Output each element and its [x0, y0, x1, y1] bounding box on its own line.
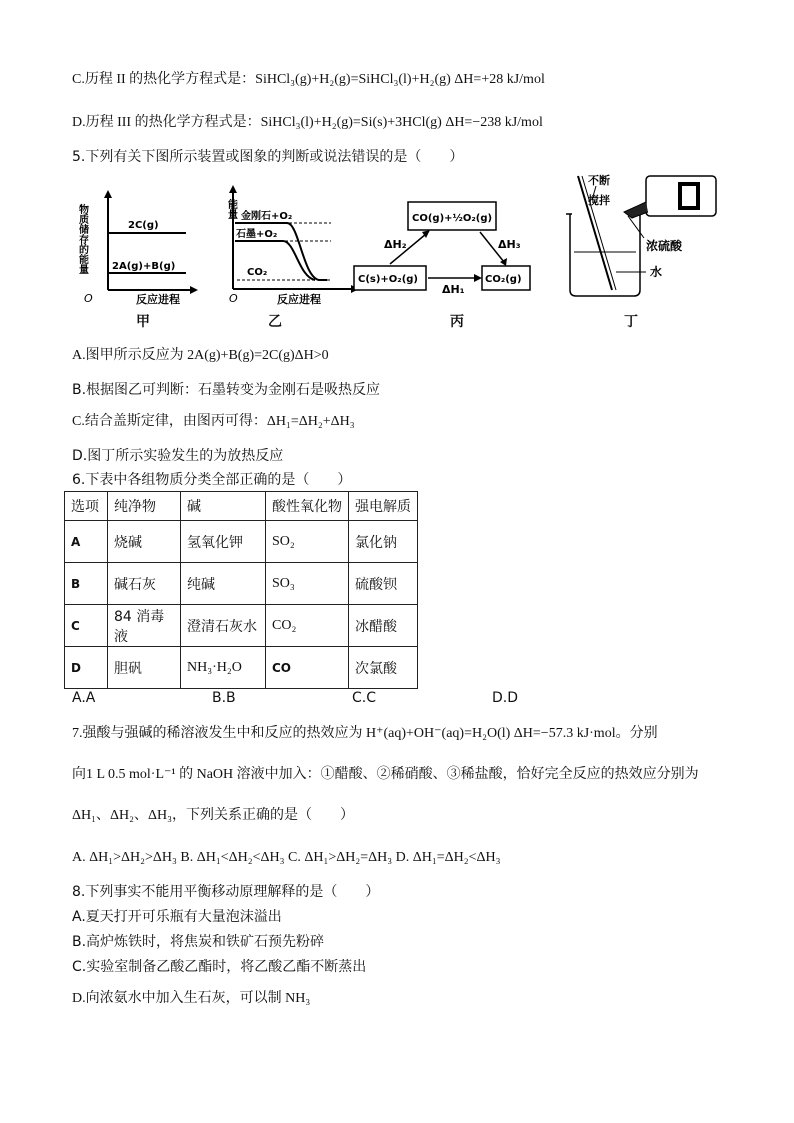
table-cell: CO₂	[266, 605, 349, 647]
table-cell: 胆矾	[108, 647, 181, 689]
jia-top-label: 2C(g)	[128, 220, 159, 231]
table-cell: 澄清石灰水	[181, 605, 266, 647]
question-8: 8.下列事实不能用平衡移动原理解释的是（ ）	[72, 884, 380, 900]
ding-water-label: 水	[650, 265, 663, 279]
yi-graphite-label: 石墨+O₂	[236, 229, 278, 240]
table-cell: A	[65, 521, 108, 563]
table-cell: 氯化钠	[349, 521, 418, 563]
figure-ding	[560, 172, 730, 302]
table-cell: 硫酸钡	[349, 563, 418, 605]
bing-h3: ΔH₃	[498, 238, 521, 251]
q5-option-d: D.图丁所示实验发生的为放热反应	[72, 448, 284, 464]
yi-xlabel: 反应进程	[277, 293, 321, 306]
figure-yi	[227, 185, 367, 335]
question-7-line-2: 向1 L 0.5 mol·L⁻¹ 的 NaOH 溶液中加入：①醋酸、②稀硝酸、③稀盐酸，恰好完全反应的热效应分别为	[72, 767, 699, 782]
jia-ylabel: 物质储存的能量	[76, 204, 88, 274]
question-7-options: A. ΔH₁>ΔH₂>ΔH₃ B. ΔH₁<ΔH₂<ΔH₃ C. ΔH₁>ΔH₂=ΔH₃ D. ΔH₁=ΔH₂<ΔH₃	[72, 850, 501, 865]
table-cell: NH₃·H₂O	[181, 647, 266, 689]
q5-option-b: B.根据图乙可判断：石墨转变为金刚石是吸热反应	[72, 382, 381, 398]
yi-origin: O	[229, 292, 238, 305]
question-7-line-3: ΔH₁、ΔH₂、ΔH₃，下列关系正确的是（ ）	[72, 808, 354, 823]
bing-left-box: C(s)+O₂(g)	[358, 274, 418, 285]
jia-bottom-label: 2A(g)+B(g)	[112, 261, 176, 272]
yi-ylabel: 能量	[225, 199, 237, 219]
table-header-row	[65, 492, 418, 521]
table-row	[65, 521, 418, 563]
table-header: 碱	[181, 492, 266, 521]
table-cell: D	[65, 647, 108, 689]
bing-right-box: CO₂(g)	[485, 274, 522, 285]
bing-top-box: CO(g)+½O₂(g)	[412, 213, 493, 224]
question-5: 5.下列有关下图所示装置或图象的判断或说法错误的是（ ）	[72, 149, 464, 165]
table-header: 选项	[65, 492, 108, 521]
table-row	[65, 605, 418, 647]
table-cell: 烧碱	[108, 521, 181, 563]
bing-h1: ΔH₁	[442, 283, 465, 296]
ding-stir-label-2: 搅拌	[588, 194, 610, 207]
question-7-line-1: 7.强酸与强碱的稀溶液发生中和反应的热效应为 H⁺(aq)+OH⁻(aq)=H₂O(l) ΔH=−57.3 kJ·mol。分别	[72, 726, 658, 741]
q8-option-d: D.向浓氨水中加入生石灰，可以制 NH₃	[72, 991, 311, 1006]
table-cell: SO₃	[266, 563, 349, 605]
table-cell: CO	[266, 647, 349, 689]
table-cell: 84 消毒液	[108, 605, 181, 647]
caption-yi: 乙	[268, 314, 282, 330]
ding-acid-label: 浓硫酸	[646, 239, 683, 253]
yi-diamond-label: 金刚石+O₂	[241, 211, 293, 222]
table-cell: 氢氧化钾	[181, 521, 266, 563]
caption-bing: 丙	[450, 314, 464, 330]
table-cell: SO₂	[266, 521, 349, 563]
jia-origin: O	[84, 292, 93, 305]
caption-ding: 丁	[624, 314, 638, 330]
q5-option-a: A.图甲所示反应为 2A(g)+B(g)=2C(g)ΔH>0	[72, 348, 329, 363]
option-d-line: D.历程 III 的热化学方程式是：SiHCl₃(l)+H₂(g)=Si(s)+3HCl(g) ΔH=−238 kJ/mol	[72, 115, 543, 130]
caption-jia: 甲	[136, 314, 150, 330]
q5-option-c: C.结合盖斯定律，由图丙可得：ΔH₁=ΔH₂+ΔH₃	[72, 414, 355, 429]
q8-option-c: C.实验室制备乙酸乙酯时，将乙酸乙酯不断蒸出	[72, 959, 367, 975]
table-cell: 次氯酸	[349, 647, 418, 689]
table-row	[65, 563, 418, 605]
table-cell: C	[65, 605, 108, 647]
table-header: 酸性氧化物	[266, 492, 349, 521]
table-cell: 碱石灰	[108, 563, 181, 605]
q6-option-d: D.D	[492, 690, 519, 706]
ding-stir-label: 不断	[588, 174, 610, 187]
table-header: 纯净物	[108, 492, 181, 521]
q6-option-b: B.B	[212, 690, 236, 706]
q6-option-c: C.C	[352, 690, 377, 706]
bing-h2: ΔH₂	[384, 238, 407, 251]
yi-co2-label: CO₂	[247, 267, 268, 278]
table-cell: 冰醋酸	[349, 605, 418, 647]
q8-option-a: A.夏天打开可乐瓶有大量泡沫溢出	[72, 909, 282, 925]
table-cell: B	[65, 563, 108, 605]
table-header: 强电解质	[349, 492, 418, 521]
q8-option-b: B.高炉炼铁时，将焦炭和铁矿石预先粉碎	[72, 934, 325, 950]
figure-bing	[350, 198, 540, 298]
classification-table	[64, 491, 418, 689]
table-row	[65, 647, 418, 689]
q6-option-a: A.A	[72, 690, 96, 706]
question-6: 6.下表中各组物质分类全部正确的是（ ）	[72, 472, 352, 488]
table-cell: 纯碱	[181, 563, 266, 605]
jia-xlabel: 反应进程	[136, 293, 180, 306]
option-c-line: C.历程 II 的热化学方程式是：SiHCl₃(g)+H₂(g)=SiHCl₃(l)+H₂(g) ΔH=+28 kJ/mol	[72, 72, 545, 87]
